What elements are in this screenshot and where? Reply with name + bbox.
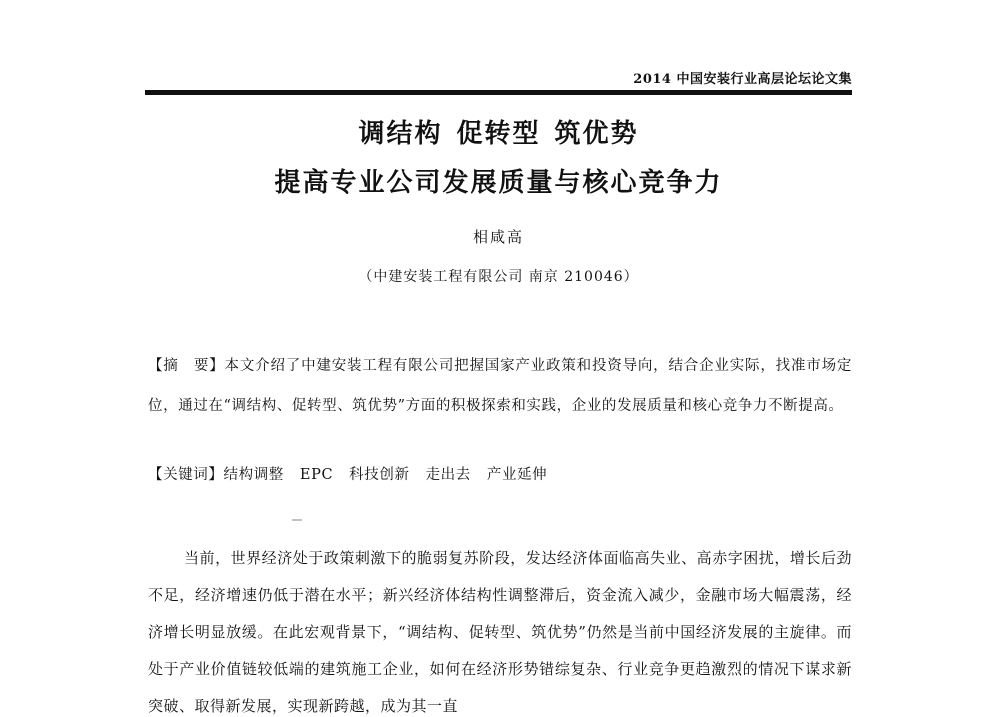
keywords-label: 【关键词】 [148, 467, 224, 483]
header-rule [145, 90, 852, 95]
title-part-1: 调结构 [358, 119, 443, 149]
paper-title-line-2: 提高专业公司发展质量与核心竞争力 [274, 168, 723, 198]
keyword-1: 结构调整 [223, 467, 284, 483]
author-affiliation: （中建安装工程有限公司 南京 210046） [358, 269, 639, 285]
body-paragraph-1: 当前，世界经济处于政策刺激下的脆弱复苏阶段，发达经济体面临高失业、高赤字困扰，增长后劲不足，经济增速仍低于潜在水平；新兴经济体结构性调整滞后，资金流入减少，金融市场大幅震荡，经济增长明显放缓。在此宏观背景下，“调结构、促转型、筑优势”仍然是当前中国经济发展的主旋律。而处于产业价值链较低端的建筑施工企业，如何在经济形势错综复杂、行业竞争更趋激烈的情况下谋求新突破、取得新发展，实现新跨越，成为其一直 [148, 549, 852, 715]
paper-title-line-1 [145, 113, 852, 150]
keyword-2: EPC [299, 467, 334, 483]
title-part-3: 筑优势 [554, 119, 639, 149]
title-part-2: 促转型 [456, 119, 541, 149]
scan-speck [292, 519, 302, 521]
keywords [148, 463, 852, 484]
keyword-3: 科技创新 [349, 467, 410, 483]
keyword-5: 产业延伸 [486, 467, 548, 483]
keyword-4: 走出去 [425, 467, 471, 483]
running-header: 2014 中国安装行业高层论坛论文集 [633, 72, 852, 87]
abstract-label: 【摘 要】 [148, 358, 225, 374]
abstract-text: 本文介绍了中建安装工程有限公司把握国家产业政策和投资导向，结合企业实际，找准市场定位，通过在“调结构、促转型、筑优势”方面的积极探索和实践，企业的发展质量和核心竞争力不断提高。 [148, 358, 852, 414]
author-name: 相咸高 [472, 228, 524, 246]
abstract [148, 346, 852, 426]
